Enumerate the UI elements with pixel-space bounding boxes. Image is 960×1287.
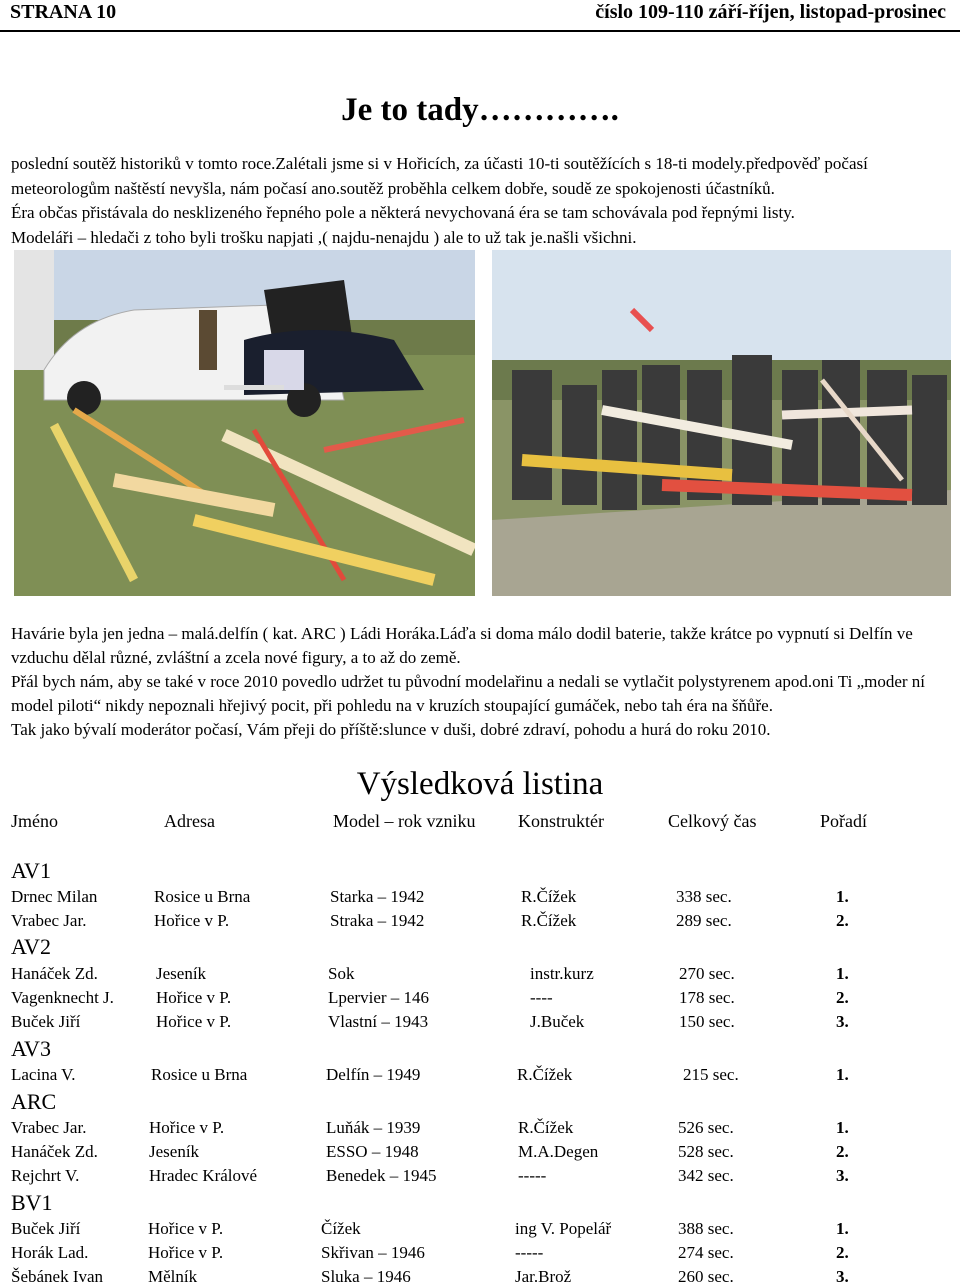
result-constructor: M.A.Degen xyxy=(518,1142,599,1161)
result-name: Drnec Milan xyxy=(11,887,98,906)
category-heading: AV2 xyxy=(11,934,51,959)
result-time: 270 sec. xyxy=(679,964,735,983)
result-time: 274 sec. xyxy=(678,1243,734,1262)
result-model: Luňák – 1939 xyxy=(326,1118,421,1137)
result-time: 150 sec. xyxy=(679,1012,735,1031)
result-name: Vrabec Jar. xyxy=(11,911,87,930)
result-name: Lacina V. xyxy=(11,1065,76,1084)
result-address: Hořice v P. xyxy=(156,988,232,1007)
column-header-name: Jméno xyxy=(11,811,58,831)
result-model: Starka – 1942 xyxy=(330,887,425,906)
result-rank: 3. xyxy=(836,1166,849,1185)
closing-paragraph: Havárie byla jen jedna – malá.delfín ( kat. ARC ) Ládi Horáka.Láďa si doma málo dodil baterie, takže krátce po vypnutí si Delfín ve vzduchu dělal různé, zvláštní a zcela nové figury, a to až do země. xyxy=(11,624,913,667)
result-model: Sok xyxy=(328,964,355,983)
result-rank: 2. xyxy=(836,911,849,930)
intro-paragraph: Éra občas přistávala do nesklizeného řepného pole a některá nevychovaná éra se tam schovávala pod řepnými listy. xyxy=(11,203,795,222)
result-time: 388 sec. xyxy=(678,1219,734,1238)
closing-paragraph: Přál bych nám, aby se také v roce 2010 povedlo udržet tu původní modelařinu a nedali se vytlačit polystyrenem apod.oni Ti „moder ní model piloti“ nikdy nepoznali hřejivý pocit, při pohledu na v kruzích stoupající gumáček, nebo tah éra na šňůře. xyxy=(11,672,926,715)
result-name: Hanáček Zd. xyxy=(11,964,98,983)
result-constructor: R.Čížek xyxy=(521,887,577,906)
column-header-address: Adresa xyxy=(164,811,215,831)
result-model: Vlastní – 1943 xyxy=(328,1012,429,1031)
result-address: Jeseník xyxy=(149,1142,200,1161)
result-constructor: Jar.Brož xyxy=(515,1267,572,1286)
result-name: Hanáček Zd. xyxy=(11,1142,98,1161)
photo-group-modellers xyxy=(492,250,951,596)
column-header-model: Model – rok vzniku xyxy=(333,811,476,831)
category-heading: BV1 xyxy=(11,1190,53,1215)
category-heading: AV3 xyxy=(11,1036,51,1061)
category-heading: AV1 xyxy=(11,858,51,883)
result-address: Hradec Králové xyxy=(149,1166,258,1185)
result-address: Hořice v P. xyxy=(156,1012,232,1031)
result-address: Jeseník xyxy=(156,964,207,983)
result-rank: 2. xyxy=(836,1243,849,1262)
result-model: Skřivan – 1946 xyxy=(321,1243,425,1262)
result-constructor: ing V. Popelář xyxy=(515,1219,612,1238)
result-model: Benedek – 1945 xyxy=(326,1166,437,1185)
photo-field-gliders xyxy=(14,250,475,596)
page-number: STRANA 10 xyxy=(10,1,117,23)
result-constructor: ----- xyxy=(518,1166,547,1185)
result-time: 289 sec. xyxy=(676,911,732,930)
result-name: Buček Jiří xyxy=(11,1012,81,1031)
result-address: Rosice u Brna xyxy=(154,887,251,906)
result-address: Rosice u Brna xyxy=(151,1065,248,1084)
result-rank: 2. xyxy=(836,988,849,1007)
result-address: Hořice v P. xyxy=(148,1243,224,1262)
result-constructor: J.Buček xyxy=(530,1012,585,1031)
result-constructor: R.Čížek xyxy=(521,911,577,930)
column-header-constructor: Konstruktér xyxy=(518,811,604,831)
result-model: Sluka – 1946 xyxy=(321,1267,411,1286)
result-rank: 1. xyxy=(836,964,849,983)
result-time: 260 sec. xyxy=(678,1267,734,1286)
issue-label: číslo 109-110 září-říjen, listopad-prosinec xyxy=(595,1,946,23)
result-time: 526 sec. xyxy=(678,1118,734,1137)
result-name: Rejchrt V. xyxy=(11,1166,80,1185)
result-address: Hořice v P. xyxy=(148,1219,224,1238)
result-address: Mělník xyxy=(148,1267,198,1286)
result-constructor: R.Čížek xyxy=(517,1065,573,1084)
article-title: Je to tady…………. xyxy=(341,92,619,128)
result-name: Vrabec Jar. xyxy=(11,1118,87,1137)
result-model: Straka – 1942 xyxy=(330,911,425,930)
result-rank: 3. xyxy=(836,1267,849,1286)
result-time: 215 sec. xyxy=(683,1065,739,1084)
result-address: Hořice v P. xyxy=(154,911,230,930)
result-model: Čížek xyxy=(321,1219,361,1238)
result-constructor: ---- xyxy=(530,988,553,1007)
category-heading: ARC xyxy=(11,1089,57,1114)
result-rank: 1. xyxy=(836,1219,849,1238)
result-address: Hořice v P. xyxy=(149,1118,225,1137)
results-title: Výsledková listina xyxy=(356,766,604,802)
column-header-rank: Pořadí xyxy=(820,811,867,831)
result-constructor: R.Čížek xyxy=(518,1118,574,1137)
result-model: Delfín – 1949 xyxy=(326,1065,421,1084)
result-time: 342 sec. xyxy=(678,1166,734,1185)
result-name: Horák Lad. xyxy=(11,1243,89,1262)
column-header-time: Celkový čas xyxy=(668,811,757,831)
intro-text xyxy=(11,152,956,250)
result-rank: 1. xyxy=(836,1065,849,1084)
result-name: Šebánek Ivan xyxy=(11,1267,104,1286)
result-name: Vagenknecht J. xyxy=(11,988,114,1007)
result-constructor: instr.kurz xyxy=(530,964,594,983)
result-time: 178 sec. xyxy=(679,988,735,1007)
page-header xyxy=(0,0,960,32)
intro-paragraph: poslední soutěž historiků v tomto roce.Zalétali jsme si v Hořicích, za účasti 10-ti soutěžících s 18-ti modely.předpověď počasí meteorologům naštěstí nevyšla, nám počasí ano.soutěž proběhla celkem dobře, soudě ze spokojenosti účastníků. xyxy=(11,154,868,198)
result-model: Lpervier – 146 xyxy=(328,988,430,1007)
result-name: Buček Jiří xyxy=(11,1219,81,1238)
result-model: ESSO – 1948 xyxy=(326,1142,419,1161)
result-rank: 2. xyxy=(836,1142,849,1161)
intro-paragraph: Modeláři – hledači z toho byli trošku napjati ,( najdu-nenajdu ) ale to už tak je.našli všichni. xyxy=(11,227,637,247)
closing-text xyxy=(11,622,956,742)
result-rank: 1. xyxy=(836,887,849,906)
result-constructor: ----- xyxy=(515,1243,544,1262)
closing-paragraph: Tak jako bývalí moderátor počasí, Vám přeji do příště:slunce v duši, dobré zdraví, pohodu a hurá do roku 2010. xyxy=(11,720,771,739)
result-time: 528 sec. xyxy=(678,1142,734,1161)
result-rank: 3. xyxy=(836,1012,849,1031)
result-rank: 1. xyxy=(836,1118,849,1137)
result-time: 338 sec. xyxy=(676,887,732,906)
